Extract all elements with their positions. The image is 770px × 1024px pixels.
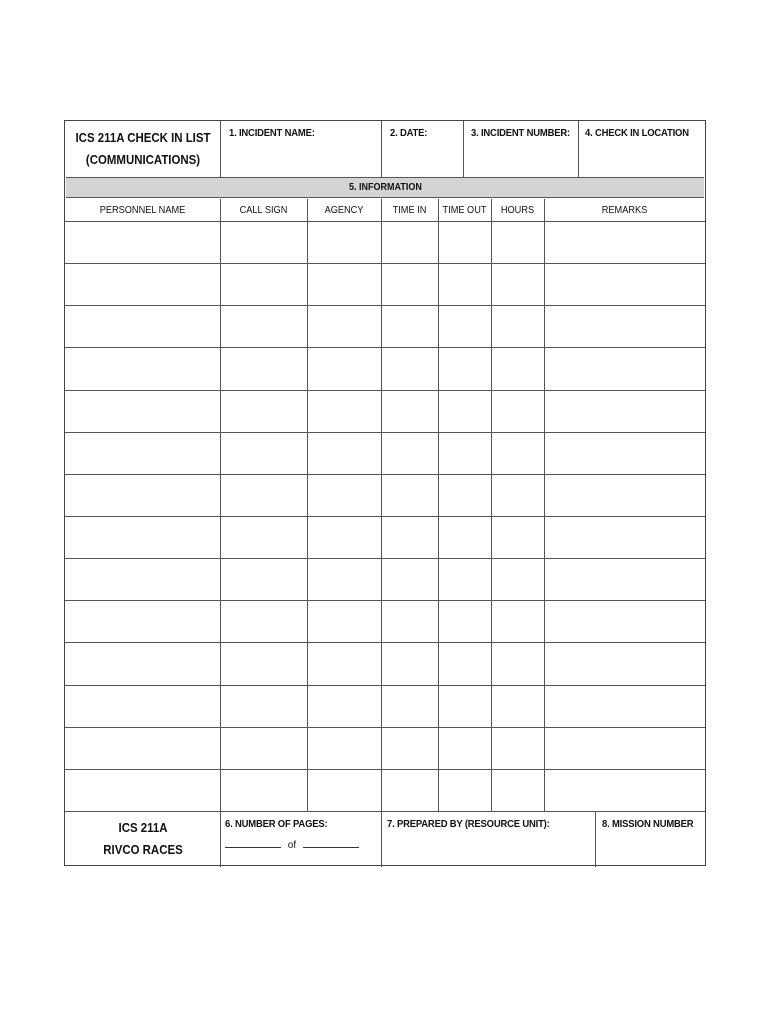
row-2-remarks-cell[interactable] — [545, 264, 705, 305]
col-header-call-sign: CALL SIGN — [239, 204, 288, 216]
row-6-call-sign-cell[interactable] — [221, 433, 307, 474]
row-7-hours-cell[interactable] — [492, 475, 544, 516]
row-14-personnel-name-cell[interactable] — [66, 770, 220, 811]
row-11-time-in-cell[interactable] — [382, 643, 438, 684]
row-7-call-sign-cell[interactable] — [221, 475, 307, 516]
row-10-hours-cell[interactable] — [492, 601, 544, 642]
row-10-call-sign-cell[interactable] — [221, 601, 307, 642]
pages-of-line — [225, 839, 359, 851]
row-12-hours-cell[interactable] — [492, 686, 544, 727]
row-7-time-out-cell[interactable] — [439, 475, 491, 516]
row-3-time-in-cell[interactable] — [382, 306, 438, 347]
row-4-time-in-cell[interactable] — [382, 348, 438, 389]
page-number-blank[interactable] — [225, 839, 281, 848]
row-6-hours-cell[interactable] — [492, 433, 544, 474]
row-11-time-out-cell[interactable] — [439, 643, 491, 684]
row-8-call-sign-cell[interactable] — [221, 517, 307, 558]
row-12-time-in-cell[interactable] — [382, 686, 438, 727]
row-5-hours-cell[interactable] — [492, 391, 544, 432]
row-9-personnel-name-cell[interactable] — [66, 559, 220, 600]
row-2-personnel-name-cell[interactable] — [66, 264, 220, 305]
col-header-hours: HOURS — [500, 204, 535, 216]
row-4-remarks-cell[interactable] — [545, 348, 705, 389]
row-5-time-in-cell[interactable] — [382, 391, 438, 432]
row-2-time-in-cell[interactable] — [382, 264, 438, 305]
row-9-call-sign-cell[interactable] — [221, 559, 307, 600]
row-9-time-out-cell[interactable] — [439, 559, 491, 600]
row-7-time-in-cell[interactable] — [382, 475, 438, 516]
row-11-agency-cell[interactable] — [308, 643, 381, 684]
row-10-time-out-cell[interactable] — [439, 601, 491, 642]
row-10-remarks-cell[interactable] — [545, 601, 705, 642]
col-header-time-in: TIME IN — [392, 204, 427, 216]
row-1-agency-cell[interactable] — [308, 222, 381, 263]
row-7-agency-cell[interactable] — [308, 475, 381, 516]
row-4-personnel-name-cell[interactable] — [66, 348, 220, 389]
date-field[interactable] — [382, 121, 462, 177]
row-13-time-in-cell[interactable] — [382, 728, 438, 769]
row-8-remarks-cell[interactable] — [545, 517, 705, 558]
number-of-pages-label: 6. NUMBER OF PAGES: — [225, 818, 328, 830]
footer-title-line1: ICS 211A — [118, 820, 168, 835]
row-13-hours-cell[interactable] — [492, 728, 544, 769]
row-7-remarks-cell[interactable] — [545, 475, 705, 516]
incident-name-label: 1. INCIDENT NAME: — [229, 127, 315, 139]
row-13-remarks-cell[interactable] — [545, 728, 705, 769]
row-6-remarks-cell[interactable] — [545, 433, 705, 474]
row-2-hours-cell[interactable] — [492, 264, 544, 305]
incident-name-field[interactable] — [221, 121, 381, 177]
incident-number-field[interactable] — [464, 121, 578, 177]
row-2-time-out-cell[interactable] — [439, 264, 491, 305]
row-5-time-out-cell[interactable] — [439, 391, 491, 432]
row-10-personnel-name-cell[interactable] — [66, 601, 220, 642]
row-14-agency-cell[interactable] — [308, 770, 381, 811]
row-3-agency-cell[interactable] — [308, 306, 381, 347]
row-12-time-out-cell[interactable] — [439, 686, 491, 727]
row-3-remarks-cell[interactable] — [545, 306, 705, 347]
prepared-by-field[interactable] — [382, 812, 595, 867]
row-14-hours-cell[interactable] — [492, 770, 544, 811]
row-8-time-in-cell[interactable] — [382, 517, 438, 558]
row-10-agency-cell[interactable] — [308, 601, 381, 642]
col-header-personnel-name: PERSONNEL NAME — [99, 204, 186, 216]
row-9-hours-cell[interactable] — [492, 559, 544, 600]
row-14-time-out-cell[interactable] — [439, 770, 491, 811]
col-header-time-out: TIME OUT — [442, 204, 487, 216]
form-title-line2: (COMMUNICATIONS) — [85, 151, 201, 167]
row-8-agency-cell[interactable] — [308, 517, 381, 558]
row-12-remarks-cell[interactable] — [545, 686, 705, 727]
ics-211a-form — [64, 120, 706, 866]
row-11-remarks-cell[interactable] — [545, 643, 705, 684]
row-3-time-out-cell[interactable] — [439, 306, 491, 347]
row-8-time-out-cell[interactable] — [439, 517, 491, 558]
row-13-agency-cell[interactable] — [308, 728, 381, 769]
row-6-time-in-cell[interactable] — [382, 433, 438, 474]
row-1-time-in-cell[interactable] — [382, 222, 438, 263]
footer-title — [74, 812, 211, 866]
row-12-personnel-name-cell[interactable] — [66, 686, 220, 727]
row-8-hours-cell[interactable] — [492, 517, 544, 558]
row-1-personnel-name-cell[interactable] — [66, 222, 220, 263]
row-14-remarks-cell[interactable] — [545, 770, 705, 811]
row-11-personnel-name-cell[interactable] — [66, 643, 220, 684]
row-1-time-out-cell[interactable] — [439, 222, 491, 263]
row-8-personnel-name-cell[interactable] — [66, 517, 220, 558]
col-header-agency: AGENCY — [324, 204, 364, 216]
row-13-call-sign-cell[interactable] — [221, 728, 307, 769]
row-5-agency-cell[interactable] — [308, 391, 381, 432]
mission-number-field[interactable] — [596, 812, 705, 867]
information-section-header — [66, 177, 704, 198]
information-label: 5. INFORMATION — [348, 182, 422, 193]
row-13-personnel-name-cell[interactable] — [66, 728, 220, 769]
check-in-location-label: 4. CHECK IN LOCATION — [585, 127, 689, 139]
page-total-blank[interactable] — [303, 839, 359, 848]
row-11-hours-cell[interactable] — [492, 643, 544, 684]
check-in-location-field[interactable] — [579, 121, 705, 177]
row-6-personnel-name-cell[interactable] — [66, 433, 220, 474]
row-13-time-out-cell[interactable] — [439, 728, 491, 769]
row-9-time-in-cell[interactable] — [382, 559, 438, 600]
incident-number-label: 3. INCIDENT NUMBER: — [471, 127, 570, 139]
prepared-by-label: 7. PREPARED BY (RESOURCE UNIT): — [387, 818, 550, 830]
row-6-agency-cell[interactable] — [308, 433, 381, 474]
row-5-call-sign-cell[interactable] — [221, 391, 307, 432]
row-14-time-in-cell[interactable] — [382, 770, 438, 811]
row-5-personnel-name-cell[interactable] — [66, 391, 220, 432]
row-3-call-sign-cell[interactable] — [221, 306, 307, 347]
row-6-time-out-cell[interactable] — [439, 433, 491, 474]
row-3-hours-cell[interactable] — [492, 306, 544, 347]
mission-number-label: 8. MISSION NUMBER — [602, 818, 694, 830]
pages-of-text: of — [287, 840, 297, 851]
row-3-personnel-name-cell[interactable] — [66, 306, 220, 347]
row-14-call-sign-cell[interactable] — [221, 770, 307, 811]
row-4-agency-cell[interactable] — [308, 348, 381, 389]
row-2-agency-cell[interactable] — [308, 264, 381, 305]
form-title-line1: ICS 211A CHECK IN LIST — [75, 129, 211, 145]
row-12-call-sign-cell[interactable] — [221, 686, 307, 727]
footer-title-line2: RIVCO RACES — [103, 842, 183, 857]
row-2-call-sign-cell[interactable] — [221, 264, 307, 305]
row-7-personnel-name-cell[interactable] — [66, 475, 220, 516]
row-10-time-in-cell[interactable] — [382, 601, 438, 642]
form-title — [74, 121, 211, 176]
col-header-remarks: REMARKS — [601, 204, 648, 216]
row-5-remarks-cell[interactable] — [545, 391, 705, 432]
row-11-call-sign-cell[interactable] — [221, 643, 307, 684]
row-1-hours-cell[interactable] — [492, 222, 544, 263]
row-12-agency-cell[interactable] — [308, 686, 381, 727]
row-1-remarks-cell[interactable] — [545, 222, 705, 263]
row-4-hours-cell[interactable] — [492, 348, 544, 389]
row-1-call-sign-cell[interactable] — [221, 222, 307, 263]
row-4-time-out-cell[interactable] — [439, 348, 491, 389]
date-label: 2. DATE: — [390, 127, 428, 139]
row-4-call-sign-cell[interactable] — [221, 348, 307, 389]
row-9-remarks-cell[interactable] — [545, 559, 705, 600]
row-9-agency-cell[interactable] — [308, 559, 381, 600]
